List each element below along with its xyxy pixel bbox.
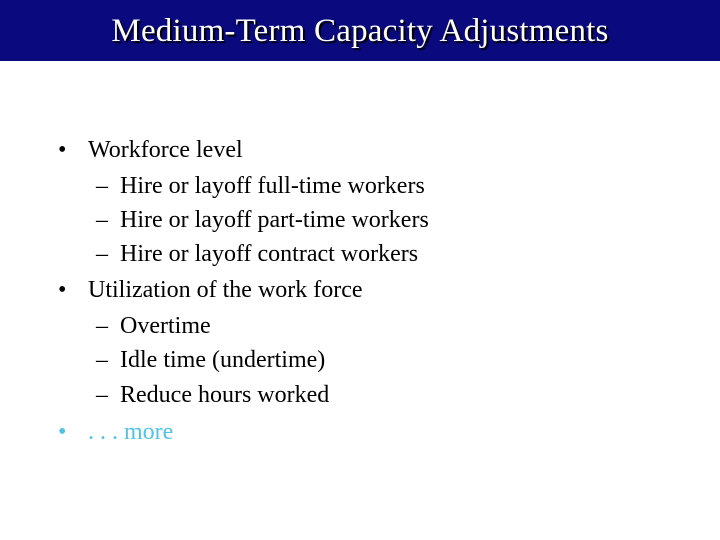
dash-icon: – [96, 313, 108, 339]
bullet-text: Workforce level [88, 137, 243, 163]
dash-icon: – [96, 241, 108, 267]
more-text: . . . more [88, 419, 174, 445]
sub-bullet-text: Reduce hours worked [120, 382, 330, 408]
sub-bullet-text: Hire or layoff part-time workers [120, 207, 429, 233]
sub-bullet-text: Overtime [120, 313, 211, 339]
dash-icon: – [96, 207, 108, 233]
slide-title: Medium-Term Capacity Adjustments [111, 13, 609, 49]
dash-icon: – [96, 347, 108, 373]
sub-bullet-text: Hire or layoff full-time workers [120, 173, 425, 199]
bullet-icon: • [58, 137, 67, 163]
bullet-icon: • [58, 277, 67, 303]
title-bar [0, 0, 720, 61]
sub-bullet-text: Hire or layoff contract workers [120, 241, 419, 267]
sub-bullet-text: Idle time (undertime) [120, 347, 326, 373]
dash-icon: – [96, 173, 108, 199]
bullet-icon: • [58, 419, 67, 445]
dash-icon: – [96, 382, 108, 408]
bullet-text: Utilization of the work force [88, 277, 363, 303]
